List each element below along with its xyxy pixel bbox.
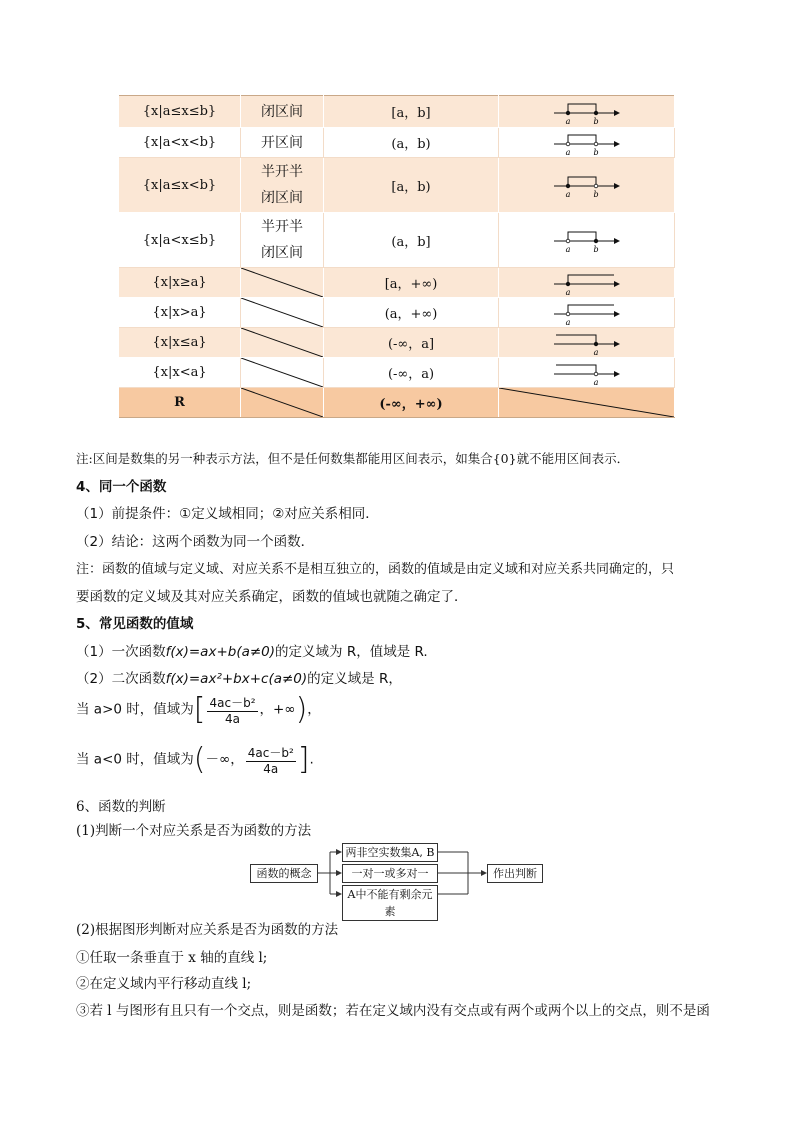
graph-method-step-2: ②在定义域内平行移动直线 l; [76, 976, 252, 992]
label-a: a [565, 147, 570, 156]
set-cell: {x|a<x≤b} [119, 213, 241, 268]
name-line-2: 闭区间 [261, 190, 303, 206]
interval-bracket [568, 232, 596, 241]
name-line-1: 半开半 [261, 164, 303, 180]
notation-cell: (a，b) [324, 128, 499, 158]
name-cell [241, 358, 324, 388]
number-line [552, 330, 622, 356]
range-a-negative: 当 a<0 时，值域为(－∞， $\frac{\text{4ac－b²}}{4a}$ ]. [76, 742, 314, 777]
flow-box-mapping: 一对一或多对一 [342, 864, 438, 883]
left-endpoint [566, 111, 570, 115]
number-line-cell [499, 213, 675, 268]
name-cell [241, 388, 324, 418]
ray-bracket [568, 275, 614, 284]
section-4-item-2: （2）结论：这两个函数为同一个函数． [76, 534, 315, 550]
number-line [552, 99, 622, 125]
right-endpoint [594, 184, 598, 188]
set-cell: {x|x<a} [119, 358, 241, 388]
right-endpoint [594, 142, 598, 146]
set-cell: {x|a<x<b} [119, 128, 241, 158]
interval-bracket [568, 104, 596, 113]
notation-cell: (a，b] [324, 213, 499, 268]
interval-bracket [568, 177, 596, 186]
graph-method-step-3: ③若 l 与图形有且只有一个交点，则是函数；若在定义域内没有交点或有两个或两个以上的交点，则不是函 [76, 1003, 710, 1019]
table-row [119, 358, 675, 388]
label-b: b [592, 190, 599, 198]
axis-arrow [614, 141, 620, 147]
number-line-cell [499, 328, 675, 358]
name-line-2: 闭区间 [261, 245, 303, 261]
name-cell [241, 298, 324, 328]
section-5-item-2: （2）二次函数f(x)=ax²+bx+c(a≠0)的定义域是 R， [76, 671, 402, 687]
right-endpoint [594, 372, 598, 376]
number-line-cell [499, 298, 675, 328]
number-line [552, 130, 622, 156]
notation-cell: (-∞，a) [324, 358, 499, 388]
left-endpoint [566, 312, 570, 316]
flow-end-box: 作出判断 [487, 864, 543, 883]
label-b: b [592, 147, 599, 156]
table-row [119, 298, 675, 328]
label-a: a [565, 116, 570, 125]
axis-arrow [614, 311, 620, 317]
table-row [119, 388, 675, 418]
section-4-title: 4、同一个函数 [76, 479, 167, 495]
right-endpoint [594, 111, 598, 115]
name-cell: 闭区间 [241, 96, 324, 128]
left-endpoint [566, 142, 570, 146]
diagonal-line [241, 388, 323, 417]
number-line-cell [499, 128, 675, 158]
number-line [552, 270, 622, 296]
section-6-item-1: (1)判断一个对应关系是否为函数的方法 [76, 823, 312, 839]
graph-method-step-1: ①任取一条垂直于 x 轴的直线 l; [76, 950, 268, 966]
set-cell: {x|x>a} [119, 298, 241, 328]
ray-bracket [568, 305, 614, 314]
label-b: b [592, 116, 599, 125]
axis-arrow [614, 341, 620, 347]
section-4-item-1: （1）前提条件：①定义域相同；②对应关系相同． [76, 506, 379, 522]
interval-table [119, 95, 675, 418]
number-line-cell [499, 158, 675, 213]
flow-box-no-remainder: A中不能有剩余元素 [342, 885, 438, 921]
axis-arrow [614, 281, 620, 287]
notation-cell: (-∞，a] [324, 328, 499, 358]
right-endpoint [594, 342, 598, 346]
notation-cell: [a，b) [324, 158, 499, 213]
diagonal-line [241, 328, 323, 357]
table-row [119, 128, 675, 158]
note-range-1: 注：函数的值域与定义域、对应关系不是相互独立的，函数的值域是由定义域和对应关系共同确定的，只 [76, 562, 675, 577]
set-cell: {x|a≤x≤b} [119, 96, 241, 128]
name-line-1: 半开半 [261, 219, 303, 235]
ray-bracket [556, 365, 596, 374]
set-cell: R [119, 388, 241, 418]
label-a: a [593, 347, 598, 356]
notation-cell: (-∞，+∞) [324, 388, 499, 418]
name-cell [241, 328, 324, 358]
notation-cell: [a，+∞) [324, 268, 499, 298]
ray-bracket [556, 335, 596, 344]
flow-start-box: 函数的概念 [250, 864, 318, 883]
label-a: a [565, 317, 570, 326]
set-cell: {x|a≤x<b} [119, 158, 241, 213]
diagonal-line [241, 268, 323, 297]
name-cell [241, 213, 324, 268]
table-row [119, 213, 675, 268]
label-a: a [565, 245, 570, 253]
number-line-cell [499, 358, 675, 388]
left-endpoint [566, 239, 570, 243]
section-5-item-1: （1）一次函数f(x)=ax+b(a≠0)的定义域为 R，值域是 R. [76, 644, 428, 660]
number-line [552, 172, 622, 198]
section-6-item-2: (2)根据图形判断对应关系是否为函数的方法 [76, 922, 339, 938]
set-cell: {x|x≥a} [119, 268, 241, 298]
name-cell [241, 158, 324, 213]
label-a: a [565, 287, 570, 296]
diagonal-line [241, 298, 323, 327]
label-a: a [593, 377, 598, 386]
number-line [552, 360, 622, 386]
axis-arrow [614, 183, 620, 189]
axis-arrow [614, 371, 620, 377]
section-6-title: 6、函数的判断 [76, 799, 166, 815]
name-cell [241, 268, 324, 298]
flow-box-sets: 两非空实数集A, B [342, 843, 438, 862]
notation-cell: (a，+∞) [324, 298, 499, 328]
diagonal-line [499, 388, 674, 417]
note-interval: 注:区间是数集的另一种表示方法，但不是任何数集都能用区间表示，如集合{0}就不能用区间表示． [76, 451, 630, 466]
name-cell: 开区间 [241, 128, 324, 158]
notation-cell: [a，b] [324, 96, 499, 128]
table-row [119, 158, 675, 213]
table-row [119, 96, 675, 128]
axis-arrow [614, 110, 620, 116]
number-line-cell [499, 268, 675, 298]
label-a: a [565, 190, 570, 198]
table-row [119, 328, 675, 358]
interval-bracket [568, 135, 596, 144]
range-a-positive: 当 a>0 时，值域为[ $\frac{\text{4ac－b²}}{4a}$ ，+∞)， [76, 692, 321, 727]
left-endpoint [566, 282, 570, 286]
diagonal-line [241, 358, 323, 387]
number-line [552, 227, 622, 253]
table-row [119, 268, 675, 298]
axis-arrow [614, 238, 620, 244]
number-line-cell [499, 96, 675, 128]
section-5-title: 5、常见函数的值域 [76, 616, 194, 632]
right-endpoint [594, 239, 598, 243]
number-line [552, 300, 622, 326]
number-line-cell [499, 388, 675, 418]
note-range-2: 要函数的定义域及其对应关系确定，函数的值域也就随之确定了． [76, 589, 468, 605]
set-cell: {x|x≤a} [119, 328, 241, 358]
left-endpoint [566, 184, 570, 188]
label-b: b [592, 245, 599, 253]
